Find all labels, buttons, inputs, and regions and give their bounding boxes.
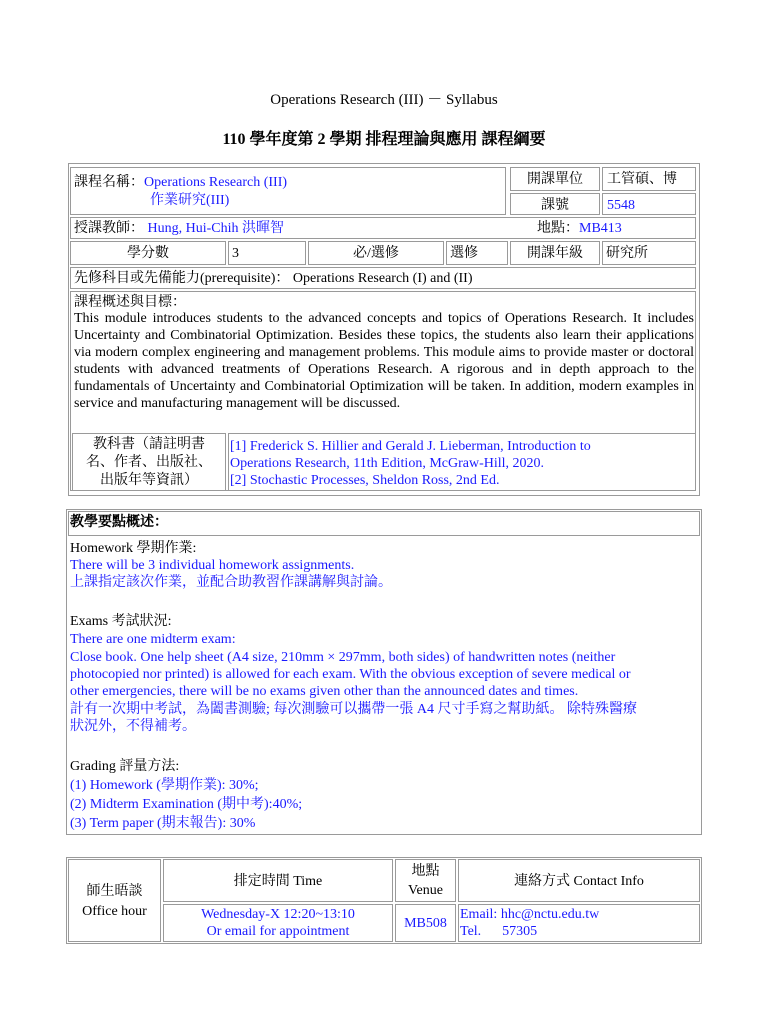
homework-heading: Homework 學期作業: [70,541,197,556]
prereq-value: Operations Research (I) and (II) [292,271,473,286]
contact-email[interactable]: Email: hhc@nctu.edu.tw [460,907,600,922]
contact-tel: Tel. 57305 [460,924,538,939]
office-label-cell [68,859,161,942]
level-label: 開課年級 [527,246,583,261]
time-value-1: Wednesday-X 12:20~13:10 [201,907,355,922]
page-subtitle: 110 學年度第 2 學期 排程理論與應用 課程綱要 [222,131,546,148]
course-name-zh: 作業研究(III) [150,193,230,208]
exams-line-2: Close book. One help sheet (A4 size, 210mm × 297mm, both sides) of handwritten notes (neither [70,650,616,665]
time-value-2: Or email for appointment [206,924,350,939]
venue-header-1: 地點 [411,864,440,879]
contact-header: 連絡方式 Contact Info [514,874,644,889]
credits-label-cell [70,241,226,265]
location-value: MB413 [579,221,622,236]
overview-label: 課程概述與目標： [74,295,186,310]
office-label-2: Office hour [82,904,147,919]
required-value: 選修 [450,246,478,261]
teaching-heading: 教學要點概述： [70,515,168,530]
grading-line-3: (3) Term paper (期末報告): 30% [70,816,256,831]
level-label-cell [510,241,600,265]
office-label-1: 師生晤談 [86,884,143,899]
textbook-label-1: 教科書（請註明書 [93,437,205,452]
homework-line-2: 上課指定該次作業，並配合助教習作課講解與討論。 [70,575,392,590]
exams-heading: Exams 考試狀況: [70,614,172,629]
exams-line-5: 計有一次期中考試，為闔書測驗; 每次測驗可以攜帶一張 A4 尺寸手寫之幫助紙。 除特殊醫療 [70,702,637,717]
venue-header-2: Venue [408,883,443,898]
code-label-cell [510,193,600,215]
course-name-label: 課程名稱： [74,175,144,190]
textbook-label-3: 出版年等資訊） [100,473,198,488]
unit-label-cell [510,167,600,191]
exams-line-1: There are one midterm exam: [70,632,236,647]
unit-label: 開課單位 [527,172,583,187]
credits-value: 3 [232,246,239,261]
unit-value: 工管碩、博 [607,172,677,187]
level-value-cell [602,241,696,265]
time-header: 排定時間 Time [233,874,323,889]
page-title: Operations Research (III) － Syllabus [270,92,498,108]
homework-line-1: There will be 3 individual homework assignments. [70,558,355,573]
location-label: 地點： [537,221,579,236]
course-name-en: Operations Research (III) [144,175,288,190]
exams-line-4: other emergencies, there will be no exams given other than the announced dates and times. [70,684,579,699]
grading-line-2: (2) Midterm Examination (期中考):40%; [70,797,303,812]
exams-line-6: 狀況外，不得補考。 [70,719,196,734]
exams-line-3: photocopied nor printed) is allowed for each exam. With the obvious exception of severe medical or [70,667,631,682]
required-label: 必/選修 [353,246,399,261]
credits-label: 學分數 [127,246,169,261]
instructor-value: Hung, Hui-Chih 洪暉智 [147,221,284,236]
code-label: 課號 [541,198,569,213]
credits-value-cell [228,241,306,265]
required-value-cell [446,241,508,265]
grading-line-1: (1) Homework (學期作業): 30%; [70,778,259,793]
unit-value-cell [602,167,696,191]
overview-text: This module introduces students to the advanced concepts and topics of Operations Research. It includes Uncertainty and Combinatorial Optimization. Besides these topics, the students also learn their applications via modern complex engineering and management problems. This module aims to provide master or doctoral students with advanced treatments of Operations Research. A rigorous and in depth approach to the fundamentals of Uncertainty and Combinatorial Optimization will be taken. In addition, modern examples in service and manufacturing management will be discussed. [74,311,694,411]
textbook-2: [2] Stochastic Processes, Sheldon Ross, 2nd Ed. [230,473,500,488]
grading-heading: Grading 評量方法: [70,759,180,774]
textbook-1b: Operations Research, 11th Edition, McGraw-Hill, 2020. [230,456,545,471]
level-value: 研究所 [606,246,648,261]
textbook-label-2: 名、作者、出版社、 [86,455,212,470]
instructor-label: 授課教師： [74,221,144,236]
required-label-cell [308,241,444,265]
code-value: 5548 [607,198,635,213]
code-value-cell [602,193,696,215]
prereq-label: 先修科目或先備能力(prerequisite)： [74,271,290,286]
venue-value: MB508 [404,916,447,931]
textbook-1a: [1] Frederick S. Hillier and Gerald J. Lieberman, Introduction to [230,439,591,454]
